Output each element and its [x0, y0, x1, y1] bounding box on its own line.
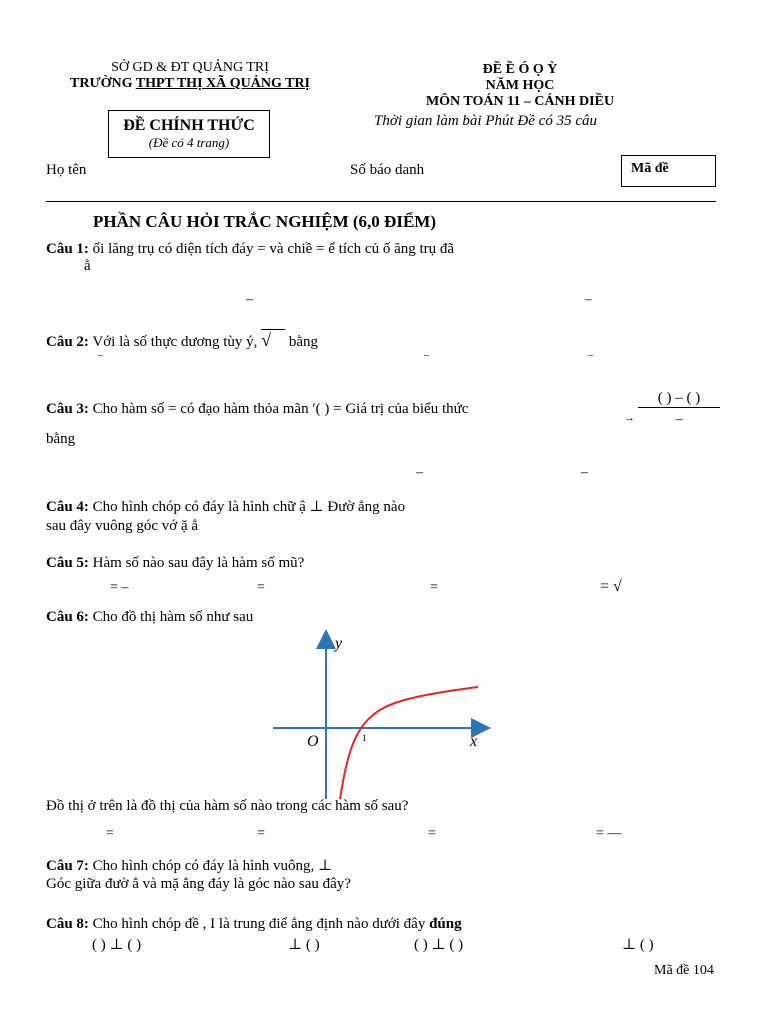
subject-line: MÔN TOÁN 11 – CÁNH DIỀU: [425, 94, 615, 109]
question-4-line2: sau đây vuông góc vớ ặ ẳ: [46, 518, 199, 534]
function-graph: [265, 627, 495, 802]
official-subtitle: (Đề có 4 trang): [148, 135, 230, 150]
y-axis-label: y: [335, 635, 343, 652]
option-fragment: ⊥ ( ): [288, 937, 320, 953]
exam-code-label: Mã đề: [631, 161, 669, 176]
option-fragment: = √: [600, 578, 622, 595]
name-label: Họ tên: [46, 162, 87, 178]
question-text: Với là số thực dương tùy ý,: [92, 334, 258, 350]
question-label: Câu 5:: [46, 555, 89, 571]
footer-exam-code: Mã đề 104: [654, 963, 714, 978]
question-text: ối lăng trụ có diện tích đáy = và chiề = ể tích củ ố ăng trụ đã: [92, 241, 455, 257]
question-text-after: bằng: [288, 334, 318, 350]
option-fragment: –: [98, 350, 103, 361]
question-2: [46, 330, 318, 351]
option-fragment: ⊥ ( ): [622, 937, 654, 953]
question-label: Câu 3:: [46, 401, 89, 417]
option-fragment: =: [430, 580, 438, 595]
x-axis-label: x: [470, 733, 478, 750]
limit-arrow: →: [624, 412, 635, 424]
question-3-line2: bằng: [46, 431, 76, 447]
tick-label: 1: [362, 733, 367, 743]
school-underlined: THPT THỊ XÃ QUẢNG TRỊ: [135, 76, 310, 91]
question-text: Cho đồ thị hàm số như sau: [92, 609, 254, 625]
question-3: [46, 401, 468, 418]
divider: [46, 201, 716, 202]
section-title: PHẦN CÂU HỎI TRẮC NGHIỆM (6,0 ĐIỂM): [93, 212, 436, 231]
option-fragment: =: [428, 826, 436, 841]
option-fragment: –: [416, 465, 423, 480]
question-1-line2: ằ: [84, 258, 91, 274]
question-4: [46, 497, 405, 516]
option-fragment: =: [257, 580, 265, 595]
question-text: Cho hình chóp có đáy là hình vuông, ⊥: [92, 858, 333, 874]
school-name: [50, 76, 330, 92]
sqrt-symbol: √: [261, 329, 285, 350]
exam-title: ĐỀ Ề Ó Ọ Ỳ: [482, 62, 558, 77]
question-6: [46, 609, 253, 626]
question-5: [46, 555, 304, 572]
school-year: NĂM HỌC: [485, 78, 555, 93]
question-label: Câu 1:: [46, 241, 89, 257]
school-prefix: TRƯỜNG: [70, 76, 136, 91]
department-name: SỞ GD & ĐT QUẢNG TRỊ: [111, 60, 269, 75]
sbd-label: Số báo danh: [350, 162, 425, 178]
question-label: Câu 4:: [46, 499, 89, 515]
log-curve: [340, 687, 478, 799]
option-fragment: –: [246, 292, 253, 307]
option-fragment: = —: [596, 826, 622, 841]
question-label: Câu 6:: [46, 609, 89, 625]
question-label: Câu 7:: [46, 858, 89, 874]
option-fragment: =: [106, 826, 114, 841]
option-fragment: = –: [110, 580, 129, 595]
option-fragment: –: [424, 350, 429, 361]
official-box: [108, 110, 270, 158]
fraction-bottom: –: [675, 412, 683, 427]
option-fragment: ( ) ⊥ ( ): [92, 937, 142, 953]
question-1: [46, 241, 454, 258]
option-fragment: –: [585, 292, 592, 307]
fraction-top: ( ) – ( ): [638, 390, 720, 408]
question-label: Câu 8:: [46, 916, 89, 932]
question-text: Cho hình chóp có đáy là hình chữ ậ ⊥ Đườ ẳng nào: [92, 499, 406, 515]
question-text: Hàm số nào sau đây là hàm số mũ?: [92, 555, 305, 571]
question-bold-word: đúng: [429, 916, 462, 932]
question-6-prompt: Đồ thị ở trên là đồ thị của hàm số nào trong các hàm số sau?: [46, 798, 409, 814]
official-title: ĐỀ CHÍNH THỨC: [123, 117, 255, 134]
option-fragment: –: [588, 350, 593, 361]
question-7-line2: Góc giữa đườ ẳ và mặ ẳng đáy là góc nào sau đây?: [46, 876, 351, 892]
origin-label: O: [307, 733, 319, 750]
question-7: [46, 856, 332, 875]
question-label: Câu 2:: [46, 334, 89, 350]
time-line: Thời gian làm bài Phút Đề có 35 câu: [374, 113, 597, 129]
exam-code-box: [621, 155, 716, 187]
option-fragment: –: [581, 465, 588, 480]
question-text: Cho hàm số = có đạo hàm thỏa mãn ′( ) = Giá trị của biểu thức: [92, 401, 469, 417]
option-fragment: =: [257, 826, 265, 841]
question-text: Cho hình chóp đề , I là trung điể ẳng định nào dưới đây: [92, 916, 426, 932]
question-8: [46, 916, 462, 933]
option-fragment: ( ) ⊥ ( ): [414, 937, 464, 953]
